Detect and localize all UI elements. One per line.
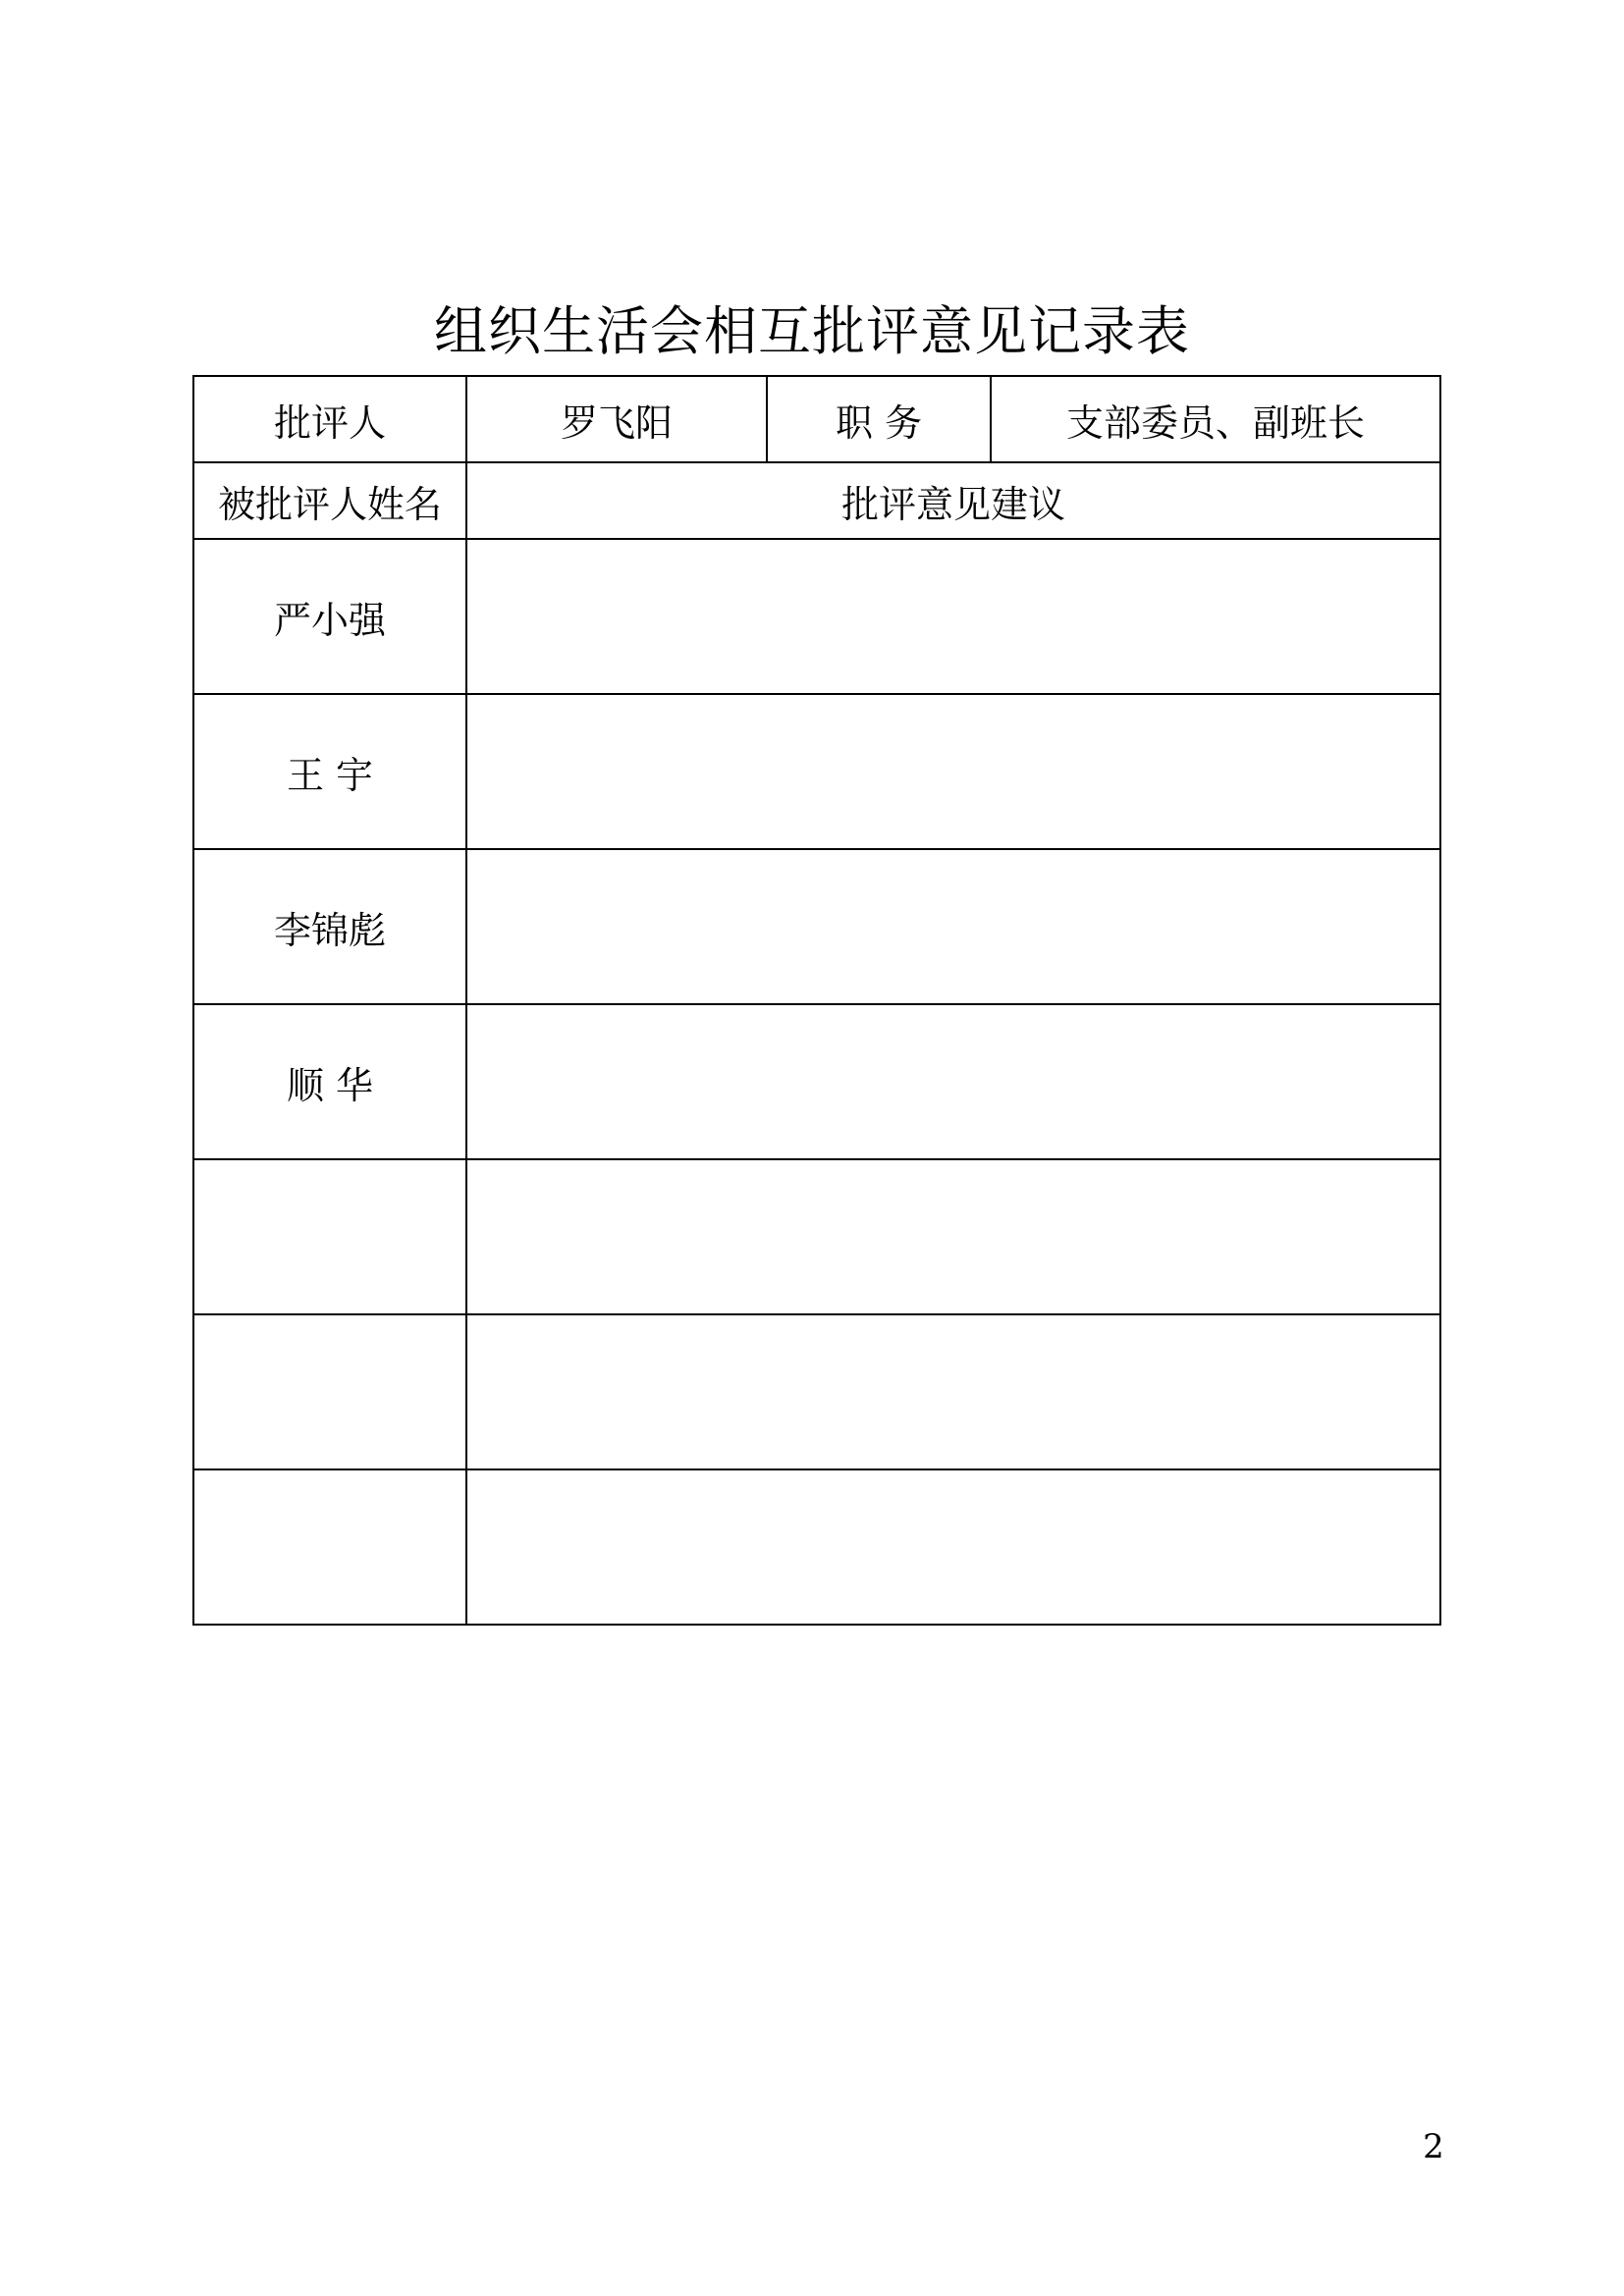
table-header-row [193,376,1440,462]
page-number: 2 [1423,2127,1444,2166]
opinion-cell[interactable] [466,1469,1440,1625]
position-value: 支部委员、副班长 [991,376,1440,462]
critic-name: 罗飞阳 [466,376,767,462]
page-title: 组织生活会相互批评意见记录表 [434,300,1190,362]
opinion-cell[interactable] [466,849,1440,1004]
critic-label: 批评人 [193,376,466,462]
table-row [193,694,1440,849]
table-row [193,1469,1440,1625]
table-row [193,849,1440,1004]
table-row [193,1314,1440,1469]
criticism-record-table [192,375,1441,1626]
table-row [193,539,1440,694]
criticized-name-cell[interactable] [193,1159,466,1314]
criticized-name-cell[interactable] [193,1314,466,1469]
opinion-cell[interactable] [466,1314,1440,1469]
opinion-cell[interactable] [466,694,1440,849]
criticized-name-cell: 顺 华 [193,1004,466,1159]
opinion-cell[interactable] [466,1004,1440,1159]
opinion-label: 批评意见建议 [466,462,1440,539]
table-subheader-row [193,462,1440,539]
criticized-name-label: 被批评人姓名 [193,462,466,539]
table-row [193,1004,1440,1159]
criticized-name-cell[interactable] [193,1469,466,1625]
table-row [193,1159,1440,1314]
opinion-cell[interactable] [466,539,1440,694]
criticized-name-cell: 严小强 [193,539,466,694]
opinion-cell[interactable] [466,1159,1440,1314]
criticized-name-cell: 王 宇 [193,694,466,849]
criticized-name-cell: 李锦彪 [193,849,466,1004]
position-label: 职 务 [767,376,991,462]
